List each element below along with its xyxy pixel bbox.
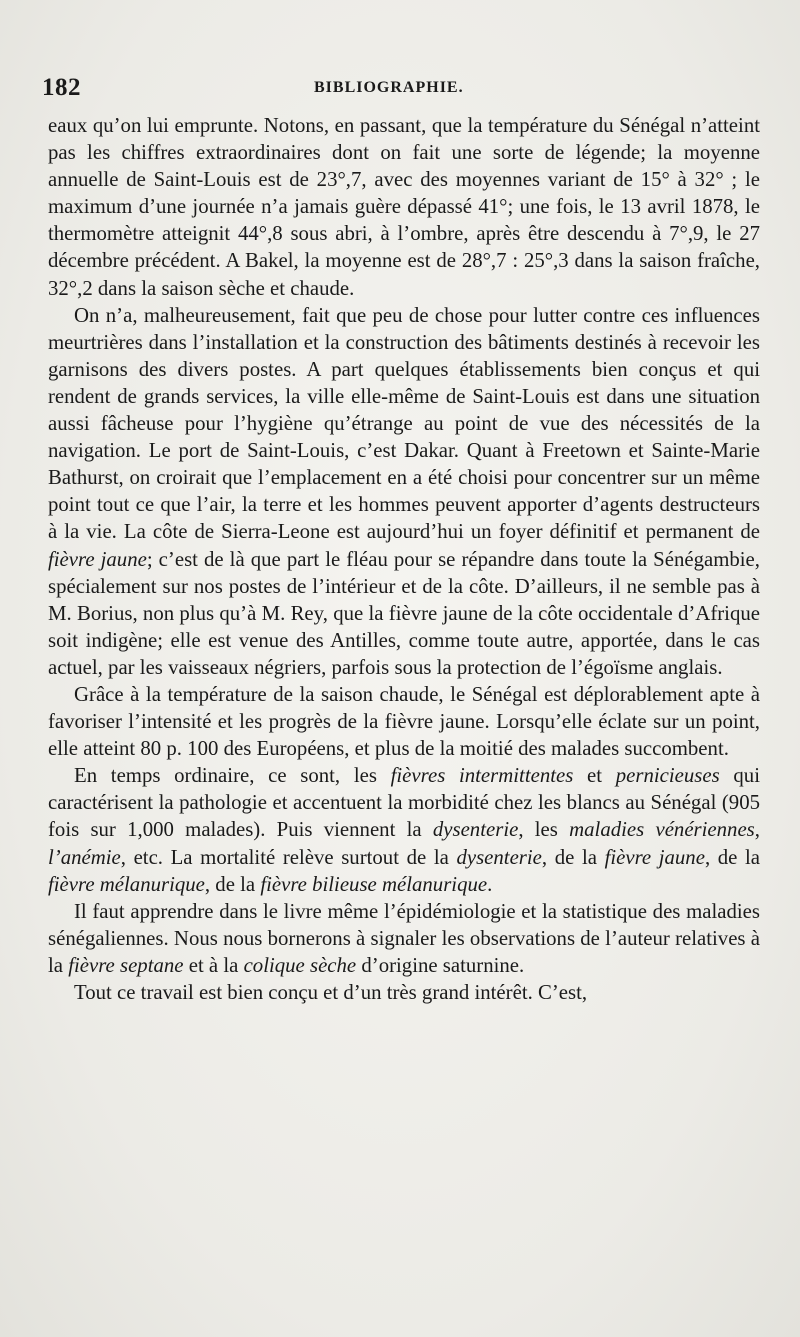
text-run: Il faut apprendre dans le livre même l’épidémiologie et la statistique des maladies sénégaliennes. Nous nous bornerons à signaler les observations de l’auteur relatives à la [48, 899, 760, 977]
italic-term: fièvre septane [68, 953, 184, 977]
text-run: , de la [204, 872, 261, 896]
text-run: En temps ordinaire, ce sont, les [74, 764, 391, 788]
text-run: et [573, 764, 616, 788]
running-head: BIBLIOGRAPHIE. [314, 79, 464, 96]
italic-term: maladies vénériennes [569, 818, 755, 842]
text-run: qui caractérisent la pathologie et accentuent la morbidité chez les blancs au Sénégal (905 fois sur 1,000 malades). Puis viennent la [48, 764, 760, 842]
body-text [48, 112, 760, 1006]
page-number: 182 [42, 74, 81, 101]
italic-term: fièvre mélanurique [48, 872, 205, 896]
paragraph-6: Tout ce travail est bien conçu et d’un très grand intérêt. C’est, [74, 981, 588, 1004]
text-run: , [754, 818, 760, 842]
italic-term: dysenterie [432, 818, 519, 842]
paragraph-5 [48, 898, 760, 979]
italic-term: pernicieuses [615, 764, 720, 788]
text-run: , de la [704, 845, 760, 869]
text-run: , de la [541, 845, 605, 869]
text-run: , etc. La mortalité relève surtout de la [120, 845, 457, 869]
italic-term: fièvre jaune [48, 547, 147, 571]
text-run: d’origine saturnine. [356, 953, 525, 977]
text-run: et à la [183, 953, 244, 977]
italic-term: fièvre bilieuse mélanurique [260, 872, 488, 896]
paragraph-3: Grâce à la température de la saison chaude, le Sénégal est déplorablement apte à favoriser l’intensité et les progrès de la fièvre jaune. Lorsqu’elle éclate sur un point, elle atteint 80 p. 100 des Européens, et plus de la moitié des malades succombent. [48, 682, 760, 761]
text-run: ; c’est de là que part le fléau pour se répandre dans toute la Sénégambie, spécialement sur nos postes de l’intérieur et de la côte. D’ailleurs, il ne semble pas à M. Borius, non plus qu’à M. Rey, que la fièvre jaune de la côte occidentale d’Afrique soit indigène; elle est venue des Antilles, comme toute autre, apportée, dans le cas actuel, par les vaisseaux négriers, parfois sous la protection de l’égoïsme anglais. [48, 547, 760, 679]
text-run: , les [518, 818, 570, 842]
italic-term: colique sèche [243, 953, 357, 977]
paragraph-4 [48, 762, 760, 897]
italic-term: fièvre jaune [604, 845, 705, 869]
paragraph-1: eaux qu’on lui emprunte. Notons, en passant, que la température du Sénégal n’atteint pas les chiffres extraordinaires dont on fait une sorte de légende; la moyenne annuelle de Saint-Louis est de 23°,7, avec des moyennes variant de 15° à 32° ; le maximum d’une journée n’a jamais guère dépassé 41°; une fois, le 13 avril 1878, le thermomètre atteignit 44°,8 sous abri, à l’ombre, après être descendu à 7°,9, le 27 décembre précédent. A Bakel, la moyenne est de 28°,7 : 25°,3 dans la saison fraîche, 32°,2 dans la saison sèche et chaude. [48, 114, 760, 300]
italic-term: fièvres intermittentes [390, 764, 574, 788]
italic-term: l’anémie [48, 845, 121, 869]
page-header [42, 74, 758, 104]
text-run: On n’a, malheureusement, fait que peu de chose pour lutter contre ces influences meurtrières dans l’installation et la construction des bâtiments destinés à recevoir les garnisons des divers postes. A part quelques établissements bien conçus et qui rendent de grands services, la ville elle-même de Saint-Louis est dans une situation aussi fâcheuse pour l’hygiène qu’étrange au point de vue des nécessités de la navigation. Le port de Saint-Louis, c’est Dakar. Quant à Freetown et Sainte-Marie Bathurst, on croirait que l’emplacement en a été choisi pour concentrer sur un même point tout ce que l’air, la terre et les hommes peuvent apporter d’agents destructeurs à la vie. La côte de Sierra-Leone est aujourd’hui un foyer définitif et permanent de [48, 303, 760, 544]
italic-term: dysenterie [456, 845, 542, 869]
paragraph-2 [48, 302, 760, 681]
text-run: . [487, 872, 493, 896]
